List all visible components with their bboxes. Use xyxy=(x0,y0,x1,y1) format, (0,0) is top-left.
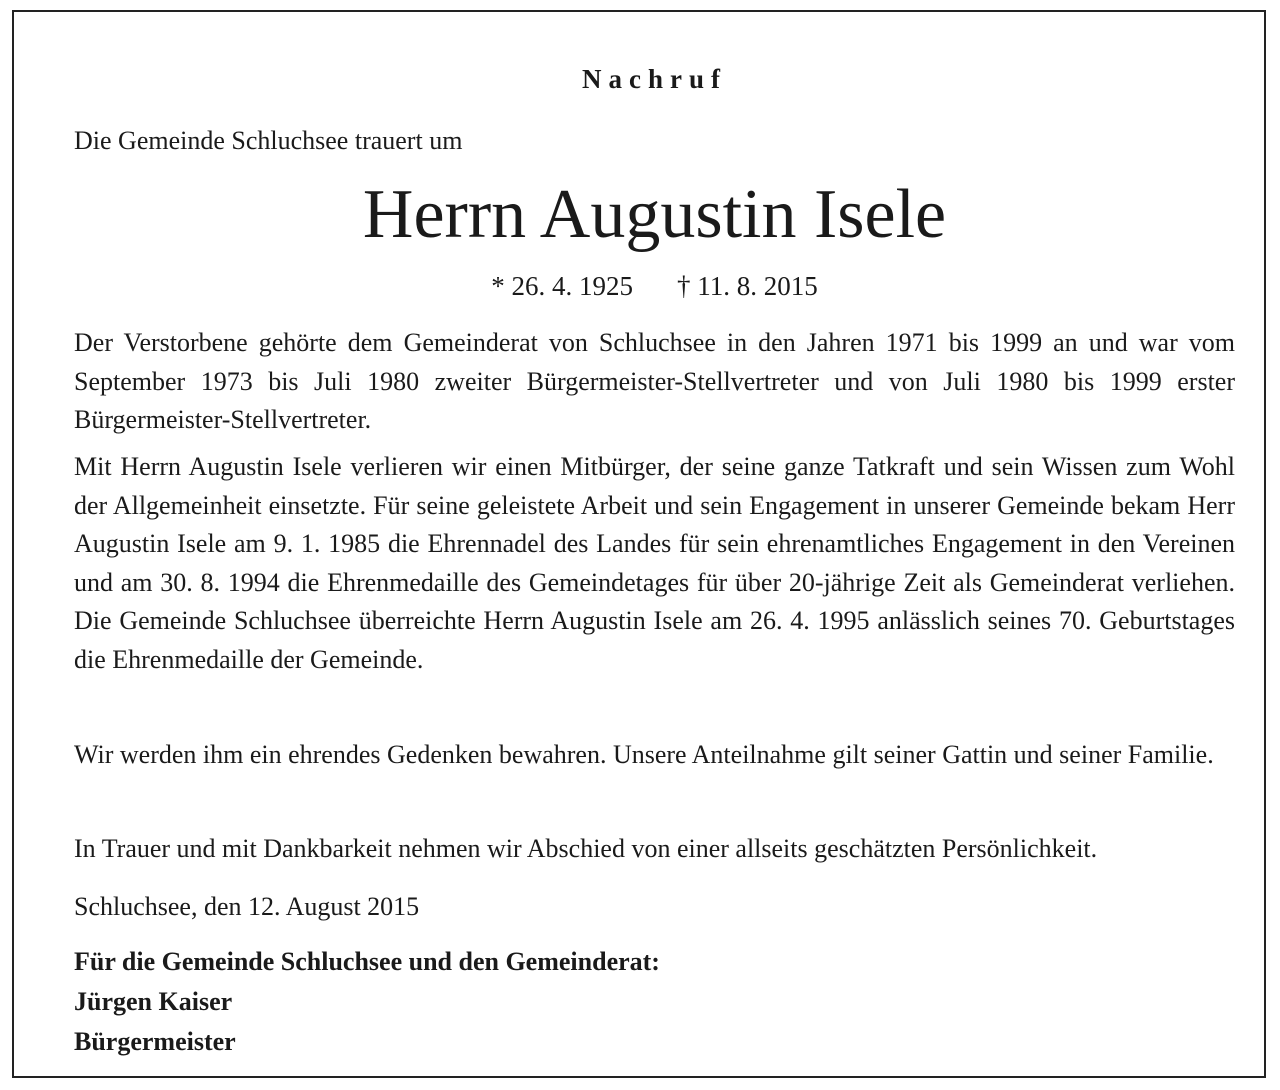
paragraph-honors: Mit Herrn Augustin Isele verlieren wir einen Mitbürger, der seine ganze Tatkraft und sein Wissen zum Wohl der Allgemeinheit einsetzte. Für seine geleistete Arbeit und sein Engagement in unserer Gemeinde bekam Herr Augustin Isele am 9. 1. 1985 die Ehrennadel des Landes für sein ehrenamtliches Engagement in den Vereinen und am 30. 8. 1994 die Ehrenmedaille des Gemeindetages für über 20-jährige Zeit als Gemeinderat verliehen. Die Gemeinde Schluchsee überreichte Herrn Augustin Isele am 26. 4. 1995 anlässlich seines 70. Geburtstages die Ehrenmedaille der Gemeinde. xyxy=(74,452,1235,674)
paragraph-career: Der Verstorbene gehörte dem Gemeinderat von Schluchsee in den Jahren 1971 bis 1999 an und war vom September 1973 bis Juli 1980 zweiter Bürgermeister-Stellvertreter und von Juli 1980 bis 1999 erster Bürgermeister-Stellvertreter. xyxy=(74,328,1235,435)
paragraph-condolence: Wir werden ihm ein ehrendes Gedenken bewahren. Unsere Anteilnahme gilt seiner Gattin und seiner Familie. xyxy=(74,740,1214,769)
signature-block xyxy=(74,942,660,1062)
death-date: † 11. 8. 2015 xyxy=(677,271,818,301)
intro-line: Die Gemeinde Schluchsee trauert um xyxy=(74,126,463,155)
signer-name: Jürgen Kaiser xyxy=(74,987,233,1016)
signer-role: Bürgermeister xyxy=(74,1027,236,1056)
place-date: Schluchsee, den 12. August 2015 xyxy=(74,892,420,921)
signature-org-line: Für die Gemeinde Schluchsee und den Gemeinderat: xyxy=(74,947,660,976)
life-dates xyxy=(74,268,1235,304)
notice-frame xyxy=(12,10,1266,1078)
paragraph-farewell: In Trauer und mit Dankbarkeit nehmen wir Abschied von einer allseits geschätzten Persönlichkeit. xyxy=(74,834,1098,863)
birth-date: * 26. 4. 1925 xyxy=(491,271,633,301)
notice-heading: Nachruf xyxy=(582,64,727,94)
deceased-name: Herrn Augustin Isele xyxy=(362,176,947,253)
